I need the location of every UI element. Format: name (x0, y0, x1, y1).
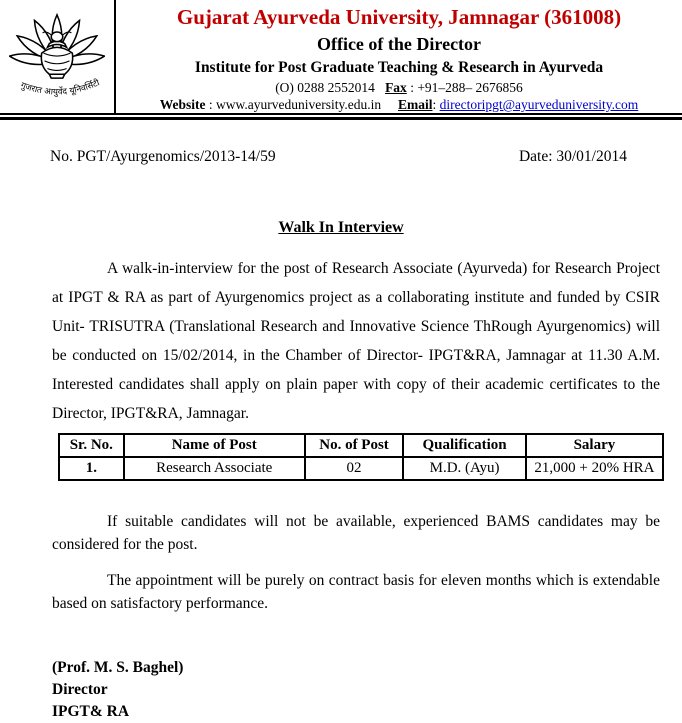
header-salary: Salary (526, 434, 663, 457)
reference-number: No. PGT/Ayurgenomics/2013-14/59 (50, 148, 276, 165)
logo-caption-text: गुजरात आयुर्वेद यूनिवर्सिटी (19, 78, 102, 98)
email-colon: : (432, 97, 437, 112)
website-email-line (116, 97, 682, 113)
cell-post-name: Research Associate (124, 457, 305, 480)
website-url: : www.ayurveduniversity.edu.in (208, 97, 382, 112)
cell-post-count: 02 (305, 457, 403, 480)
letter-date: Date: 30/01/2014 (518, 148, 627, 165)
phone-number: (O) 0288 2552014 (275, 80, 375, 95)
letterhead-text (116, 0, 682, 113)
cell-sr-no: 1. (59, 457, 124, 480)
header-name-of-post: Name of Post (124, 434, 305, 457)
signatory-name: (Prof. M. S. Baghel) (52, 659, 184, 676)
signatory-org: IPGT& RA (52, 703, 130, 720)
cell-salary: 21,000 + 20% HRA (526, 457, 663, 480)
cell-qualification: M.D. (Ayu) (403, 457, 526, 480)
fax-number: : +91–288– 2676856 (410, 80, 523, 95)
body-paragraph-2: If suitable candidates will not be available, experienced BAMS candidates may be considered for the post. (52, 513, 660, 553)
university-name: Gujarat Ayurveda University, Jamnagar (361008) (176, 5, 622, 29)
website-label: Website (159, 97, 206, 112)
fax-label: Fax (385, 80, 407, 95)
signatory-title: Director (52, 681, 108, 698)
lotus-kalasha-logo-icon (9, 7, 105, 107)
header-qualification: Qualification (403, 434, 526, 457)
email-label: Email (397, 97, 433, 112)
email-link[interactable]: directoripgt@ayurveduniversity.com (439, 97, 639, 112)
ref-date-row (50, 147, 627, 166)
letterhead (0, 0, 682, 113)
table-row (59, 457, 663, 480)
body-paragraph-3: The appointment will be purely on contract basis for eleven months which is extendable based on satisfactory performance. (52, 572, 660, 612)
signature-block (52, 657, 682, 723)
header-no-of-post: No. of Post (305, 434, 403, 457)
header-sr-no: Sr. No. (59, 434, 124, 457)
vacancy-table (58, 433, 664, 481)
header-divider (0, 113, 682, 120)
table-header-row (59, 434, 663, 457)
office-name: Office of the Director (316, 34, 482, 54)
phone-fax-line (116, 80, 682, 96)
university-logo (0, 0, 116, 113)
institute-name: Institute for Post Graduate Teaching & Research in Ayurveda (194, 59, 604, 76)
document-title: Walk In Interview (278, 219, 404, 236)
body-paragraph-1: A walk-in-interview for the post of Research Associate (Ayurveda) for Research Project at IPGT & RA as part of Ayurgenomics project as a collaborating institute and funded by CSIR Unit- TRISUTRA (Translational Research and Innovative Science ThRough Ayurgenomics) will be conducted on 15/02/2014, in the Chamber of Director- IPGT&RA, Jamnagar at 11.30 A.M. Interested candidates shall apply on plain paper with copy of their academic certificates to the Director, IPGT&RA, Jamnagar. (52, 260, 660, 422)
